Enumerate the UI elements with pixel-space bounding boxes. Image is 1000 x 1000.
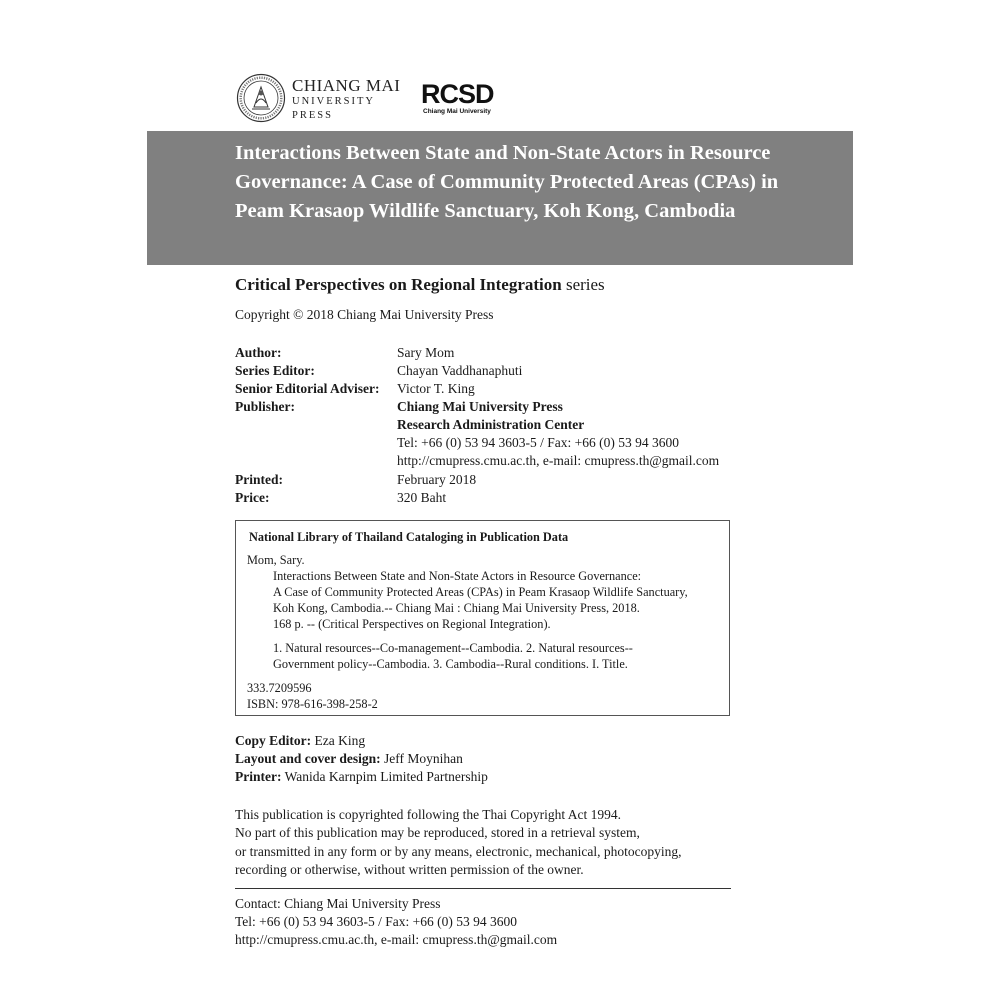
adviser-label: Senior Editorial Adviser: bbox=[235, 381, 380, 396]
rcsd-logo bbox=[421, 80, 521, 120]
publisher-line3: Tel: +66 (0) 53 94 3603-5 / Fax: +66 (0) 53 94 3600 bbox=[397, 435, 680, 450]
cataloging-box bbox=[235, 520, 730, 716]
catalog-subject-line2: Government policy--Cambodia. 3. Cambodia--Rural conditions. I. Title. bbox=[273, 657, 628, 671]
publisher-line2: Research Administration Center bbox=[397, 417, 585, 432]
printer-label: Printer: bbox=[235, 769, 282, 784]
catalog-author-entry: Mom, Sary. bbox=[247, 553, 305, 567]
book-title: Interactions Between State and Non-State Actors in Resource Governance: A Case of Community Protected Areas (CPAs) in Peam Krasaop Wildlife Sanctuary, Koh Kong, Cambodia bbox=[235, 142, 779, 222]
layout-label: Layout and cover design: bbox=[235, 751, 381, 766]
catalog-subject-line1: 1. Natural resources--Co-management--Cambodia. 2. Natural resources-- bbox=[273, 641, 633, 655]
catalog-classification: 333.7209596 bbox=[247, 681, 312, 695]
catalog-isbn: ISBN: 978-616-398-258-2 bbox=[247, 697, 378, 711]
notice-line3: or transmitted in any form or by any means, electronic, mechanical, photocopying, bbox=[235, 844, 682, 859]
credit-copy-editor bbox=[235, 732, 365, 750]
author-value: Sary Mom bbox=[397, 345, 455, 360]
series-line bbox=[235, 275, 605, 295]
printer-value: Wanida Karnpim Limited Partnership bbox=[281, 769, 488, 784]
notice-line2: No part of this publication may be reproduced, stored in a retrieval system, bbox=[235, 825, 640, 840]
catalog-heading: National Library of Thailand Cataloging in Publication Data bbox=[249, 530, 569, 544]
contact-line3: http://cmupress.cmu.ac.th, e-mail: cmupress.th@gmail.com bbox=[235, 932, 558, 947]
rcsd-subtitle: Chiang Mai University bbox=[423, 108, 491, 115]
rcsd-mark: RCSD bbox=[421, 79, 494, 109]
publisher-line1: Chiang Mai University Press bbox=[397, 399, 563, 414]
cmu-name-line1: CHIANG MAI bbox=[292, 76, 401, 95]
copy-editor-label: Copy Editor: bbox=[235, 733, 312, 748]
catalog-desc-line1: Interactions Between State and Non-State Actors in Resource Governance: bbox=[273, 569, 642, 583]
credit-layout bbox=[235, 750, 463, 768]
price-label: Price: bbox=[235, 490, 270, 505]
printed-label: Printed: bbox=[235, 472, 283, 487]
price-value: 320 Baht bbox=[397, 490, 447, 505]
adviser-value: Victor T. King bbox=[397, 381, 475, 396]
copy-editor-value: Eza King bbox=[311, 733, 366, 748]
divider bbox=[235, 888, 731, 889]
catalog-desc-line3: Koh Kong, Cambodia.-- Chiang Mai : Chiang Mai University Press, 2018. bbox=[273, 601, 640, 615]
layout-value: Jeff Moynihan bbox=[380, 751, 463, 766]
publisher-line4: http://cmupress.cmu.ac.th, e-mail: cmupress.th@gmail.com bbox=[397, 453, 720, 468]
printed-value: February 2018 bbox=[397, 472, 477, 487]
notice-line1: This publication is copyrighted following the Thai Copyright Act 1994. bbox=[235, 807, 621, 822]
author-label: Author: bbox=[235, 345, 282, 360]
catalog-desc-line4: 168 p. -- (Critical Perspectives on Regional Integration). bbox=[273, 617, 551, 631]
series-editor-label: Series Editor: bbox=[235, 363, 315, 378]
title-band bbox=[147, 131, 853, 265]
contact-line2: Tel: +66 (0) 53 94 3603-5 / Fax: +66 (0) 53 94 3600 bbox=[235, 914, 518, 929]
publisher-label: Publisher: bbox=[235, 399, 296, 414]
series-editor-value: Chayan Vaddhanaphuti bbox=[397, 363, 523, 378]
series-name: Critical Perspectives on Regional Integration bbox=[235, 275, 562, 294]
copyright-line: Copyright © 2018 Chiang Mai University Press bbox=[235, 307, 494, 322]
series-suffix: series bbox=[561, 275, 605, 294]
cmu-press-wordmark bbox=[292, 77, 412, 123]
catalog-desc-line2: A Case of Community Protected Areas (CPAs) in Peam Krasaop Wildlife Sanctuary, bbox=[273, 585, 688, 599]
cmu-seal-logo bbox=[236, 73, 286, 123]
contact-line1: Contact: Chiang Mai University Press bbox=[235, 896, 441, 911]
cmu-name-line2: UNIVERSITY PRESS bbox=[292, 96, 375, 121]
notice-line4: recording or otherwise, without written permission of the owner. bbox=[235, 862, 584, 877]
credit-printer bbox=[235, 768, 488, 786]
